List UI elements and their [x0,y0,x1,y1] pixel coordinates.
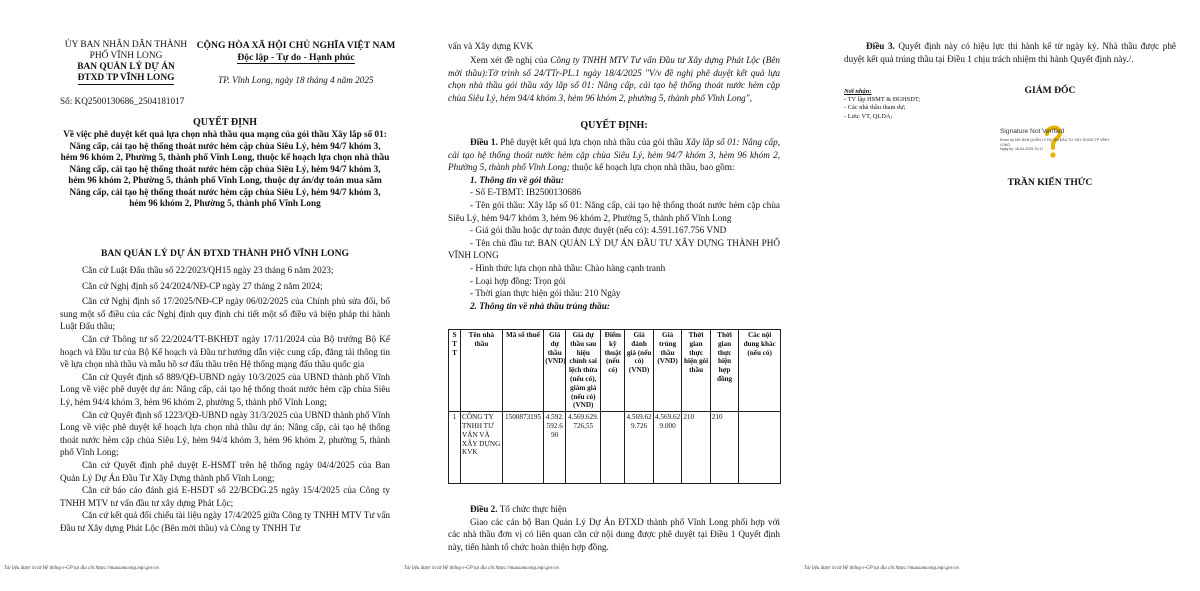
nation-title: CỘNG HÒA XÃ HỘI CHỦ NGHĨA VIỆT NAM [196,40,396,51]
column-header: Giá trúng thầu (VND) [653,330,681,412]
article-text: thuộc kế hoạch lựa chọn nhà thầu, bao gồm: [569,162,735,173]
legal-basis: Căn cứ Nghị định số 24/2024/NĐ-CP ngày 27 tháng 2 năm 2024; [82,280,323,291]
article-title: Tổ chức thực hiện [497,504,567,514]
article-label: Điều 2. [470,504,498,514]
package-name: Xây lắp số 01: Nâng cấp, cải tạo hệ thống thoát nước hẻm cặp chùa Siêu Lý, hẻm 94/7 khóm 3, hẻm 96 khóm 2, Phường 5, thành phố Vĩnh Long; [448,137,781,173]
document-page-2 [400,0,800,591]
column-header: Các nội dung khác (nếu có) [739,330,781,412]
article-text: Phê duyệt kết quả lựa chọn nhà thầu của gói thầu [497,137,686,147]
table-cell: CÔNG TY TNHH TƯ VẤN VÀ XÂY DỰNG KVK [461,412,503,484]
table-cell: 1 [449,412,461,484]
consideration-paragraph [448,54,780,104]
signature-status: Signature Not Verified [1000,128,1065,135]
column-header: Điểm kỹ thuật (nếu có) [601,330,625,412]
decision-subject: Về việc phê duyệt kết quả lựa chọn nhà thầu qua mạng của gói thầu Xây lắp số 01: Nâng cấp, cải tạo hệ thống thoát nước hẻm cặp chùa Siêu Lý, hẻm 94/7 khóm 3, hẻm 96 khóm 2, Phường 5, thành phố Vĩnh Long, thuộc kế hoạch lựa chọn nhà thầu Nâng cấp, cải tạo hệ thống thoát nước hẻm cặp chùa Siêu Lý, hẻm 94/7 khóm 3, hẻm 96 khóm 2, Phường 5, thành phố Vĩnh Long, thuộc dự án/dự toán mua sắm Nâng cấp, cải tạo hệ thống thoát nước hẻm cặp chùa Siêu Lý, hẻm 94/7 khóm 3, hẻm 96 khóm 2, Phường 5, thành phố Vĩnh Long [60,129,390,208]
digital-signature [1000,122,1110,172]
info-line: - Giá gói thầu hoặc dự toán được duyệt (nếu có): 4.591.167.756 VND [470,225,727,236]
article-3 [844,40,1176,65]
info-line: - Loại hợp đồng: Trọn gói [470,275,566,286]
article-text: Quyết định này có hiệu lực thi hành kể từ ngày ký. Nhà thầu được phê duyệt kết quả trúng thầu tại Điều 1 chịu trách nhiệm thi hành Quyết định này./. [844,41,1177,64]
signer-name: TRẦN KIẾN THỨC [1007,177,1093,188]
table-cell: 210 [710,412,738,484]
document-number: Số: KQ2500130686_2504181017 [60,96,185,106]
recipient-item: - Lưu: VT, QLDA; [844,112,893,120]
document-page-3 [800,0,1200,591]
article-2 [448,503,780,553]
column-header: S T T [449,330,461,412]
column-header: Thời gian thực hiện gói thầu [682,330,710,412]
signature-detail: Ngày ký: 18-04-2025 10:17 [1000,147,1044,151]
legal-basis: Căn cứ Quyết định phê duyệt E-HSMT trên hệ thống ngày 04/4/2025 của Ban Quản Lý Dự Án Đầu Tư Xây Dựng thành phố Vĩnh Long; [60,459,390,483]
legal-basis: Căn cứ Luật Đấu thầu số 22/2023/QH15 ngày 23 tháng 6 năm 2023; [82,265,334,275]
legal-basis: Căn cứ Quyết định số 889/QĐ-UBND ngày 10/3/2025 của UBND thành phố Vĩnh Long về việc phê duyệt dự án: Nâng cấp, cải tạo hệ thống thoát nước hẻm cặp chùa Siêu Lý, hẻm 94/4 khóm 3, hẻm 96 khóm 2, phường 5, thành phố Vĩnh Long; [60,371,390,407]
recipients-block [844,88,974,121]
legal-basis: Căn cứ Quyết định số 1223/QĐ-UBND ngày 31/3/2025 của UBND thành phố Vĩnh Long về việc phê duyệt kế hoạch lựa chọn nhà thầu dự án: Nâng cấp, cải tạo hệ thống thoát nước hẻm cặp chùa Siêu Lý, hẻm 94/4 khóm 3, hẻm 96 khóm 2, phường 5, thành phố Vĩnh Long; [60,409,390,458]
table-cell [601,412,625,484]
table-cell: 4.569.629.000 [653,412,681,484]
issuing-agency [56,40,196,85]
section-heading: 2. Thông tin về nhà thầu trúng thầu: [470,300,610,311]
signer-title: GIÁM ĐỐC [1024,85,1076,96]
legal-basis: Căn cứ kết quả đối chiếu tài liệu ngày 17/4/2025 giữa Công ty TNHH MTV Tư vấn Đầu tư Xây dựng Phát Lộc (Bên mời thầu) và Công ty TNHH Tư [60,510,390,533]
document-page-1 [0,0,400,591]
section-heading: 1. Thông tin về gói thầu: [470,174,564,185]
article-label: Điều 1. [470,137,498,147]
article-text: Giao các cán bộ Ban Quản Lý Dự Án ĐTXD thành phố Vĩnh Long phối hợp với các nhà thầu đơn vị có liên quan căn cứ nội dung được phê duyệt tại Điều 1 Quyết định này, tiến hành tổ chức hoàn thiện hợp đồng. [448,516,780,552]
recipient-item: - Các nhà thầu tham dự; [844,104,906,112]
page-footer: Tài liệu được in từ Hệ thống e-GP tại địa chỉ https://muasamcong.mpi.gov.vn [404,566,559,571]
info-line: - Thời gian thực hiện gói thầu: 210 Ngày [470,288,621,299]
info-line: - Hình thức lựa chọn nhà thầu: Chào hàng cạnh tranh [470,262,666,273]
agency-line: ỦY BAN NHÂN DÂN THÀNH [64,40,188,50]
consideration-intro: Xem xét đề nghị của [470,55,551,65]
info-line: - Số E-TBMT: IB2500130686 [470,187,582,198]
table-cell: 210 [682,412,710,484]
table-cell [739,412,781,484]
table-cell: 4.569.629.726 [625,412,653,484]
table-cell: 1500873195 [502,412,544,484]
agency-line: BAN QUẢN LÝ DỰ ÁN [77,62,175,72]
agency-line: ĐTXD TP VĨNH LONG [77,73,175,83]
column-header: Thời gian thực hiện hợp đồng [710,330,738,412]
article-label: Điều 3. [866,41,895,51]
table-cell: 4.569.629.726,55 [566,412,601,484]
info-line: - Tên gói thầu: Xây lắp số 01: Nâng cấp, cải tạo hệ thống thoát nước hẻm cặp chùa Siêu Lý, hẻm 94/7 khóm 3, hẻm 96 khóm 2, Phường 5, thành phố Vĩnh Long [448,199,780,223]
signature-details [1000,138,1110,152]
agency-line: PHỐ VĨNH LONG [89,51,163,61]
info-line: - Tên chủ đầu tư: BAN QUẢN LÝ DỰ ÁN ĐẦU TƯ XÂY DỰNG THÀNH PHỐ VĨNH LONG [448,237,780,261]
winning-bidder-table [448,329,781,484]
page-footer: Tài liệu được in từ Hệ thống e-GP tại địa chỉ https://muasamcong.mpi.gov.vn [4,566,159,571]
national-header [196,40,396,64]
column-header: Giá dự thầu sau hiệu chỉnh sai lệch thừa (nếu có), giảm giá (nếu có) (VND) [566,330,601,412]
national-motto: Độc lập - Tự do - Hạnh phúc [237,51,355,63]
page-footer: Tài liệu được in từ Hệ thống e-GP tại địa chỉ https://muasamcong.mpi.gov.vn [804,566,959,571]
signature-detail: Được ký bởi: BAN QUẢN LÝ DỰ ÁN ĐẦU TƯ XÂY DỰNG TP VĨNH LONG [1000,138,1109,147]
table-header-row [449,330,781,412]
issuing-authority: BAN QUẢN LÝ DỰ ÁN ĐTXD THÀNH PHỐ VĨNH LONG [101,248,349,259]
article-1 [448,136,780,312]
column-header: Giá dự thầu (VND) [544,330,566,412]
table-cell: 4.592.592.690 [544,412,566,484]
legal-basis: Căn cứ báo cáo đánh giá E-HSDT số 22/BCĐG.25 ngày 15/4/2025 của Công ty TNHH MTV tư vấn đầu tư xây dựng Phát Lộc; [60,485,390,508]
column-header: Giá đánh giá (nếu có) (VND) [625,330,653,412]
consideration-body: Công ty TNHH MTV Tư vấn Đầu tư Xây dựng Phát Lộc (Bên mời thầu):Tờ trình số 24/TTr-PL.1 ngày 18/4/2025 "V/v đề nghị phê duyệt kết quả lựa chọn nhà thầu gói thầu xây lắp số 01: Nâng cấp, cải tạo hệ thống thoát nước hẻm cặp chùa Siêu Lý, hẻm 94/4 khóm 3, hẻm 96 khóm 2, phường 5, thành phố Vĩnh Long", [448,55,780,103]
column-header: Mã số thuế [502,330,544,412]
legal-basis: Căn cứ Nghị định số 17/2025/NĐ-CP ngày 06/02/2025 của Chính phủ sửa đổi, bổ sung một số điều của các Nghị định quy định chi tiết một số điều và biện pháp thi hành Luật Đấu thầu; [60,296,390,332]
legal-basis: Căn cứ Thông tư số 22/2024/TT-BKHĐT ngày 17/11/2024 của Bộ trưởng Bộ Kế hoạch và Đầu tư của Bộ Kế hoạch và Đầu tư hướng dẫn việc cung cấp, đăng tải thông tin về lựa chọn nhà thầu và mẫu hồ sơ đấu thầu trên Hệ thống mạng đấu thầu quốc gia [60,333,390,370]
table-row [449,412,781,484]
continuation-text: vấn và Xây dựng KVK [448,41,534,51]
decision-title: QUYẾT ĐỊNH [193,117,257,128]
recipient-item: - TV lập HSMT & ĐGHSDT; [844,96,921,104]
recipients-title: Nơi nhận: [844,88,872,95]
column-header: Tên nhà thầu [461,330,503,412]
place-date: TP. Vĩnh Long, ngày 18 tháng 4 năm 2025 [218,75,374,85]
decides-heading: QUYẾT ĐỊNH: [580,120,648,131]
legal-bases [60,264,390,534]
